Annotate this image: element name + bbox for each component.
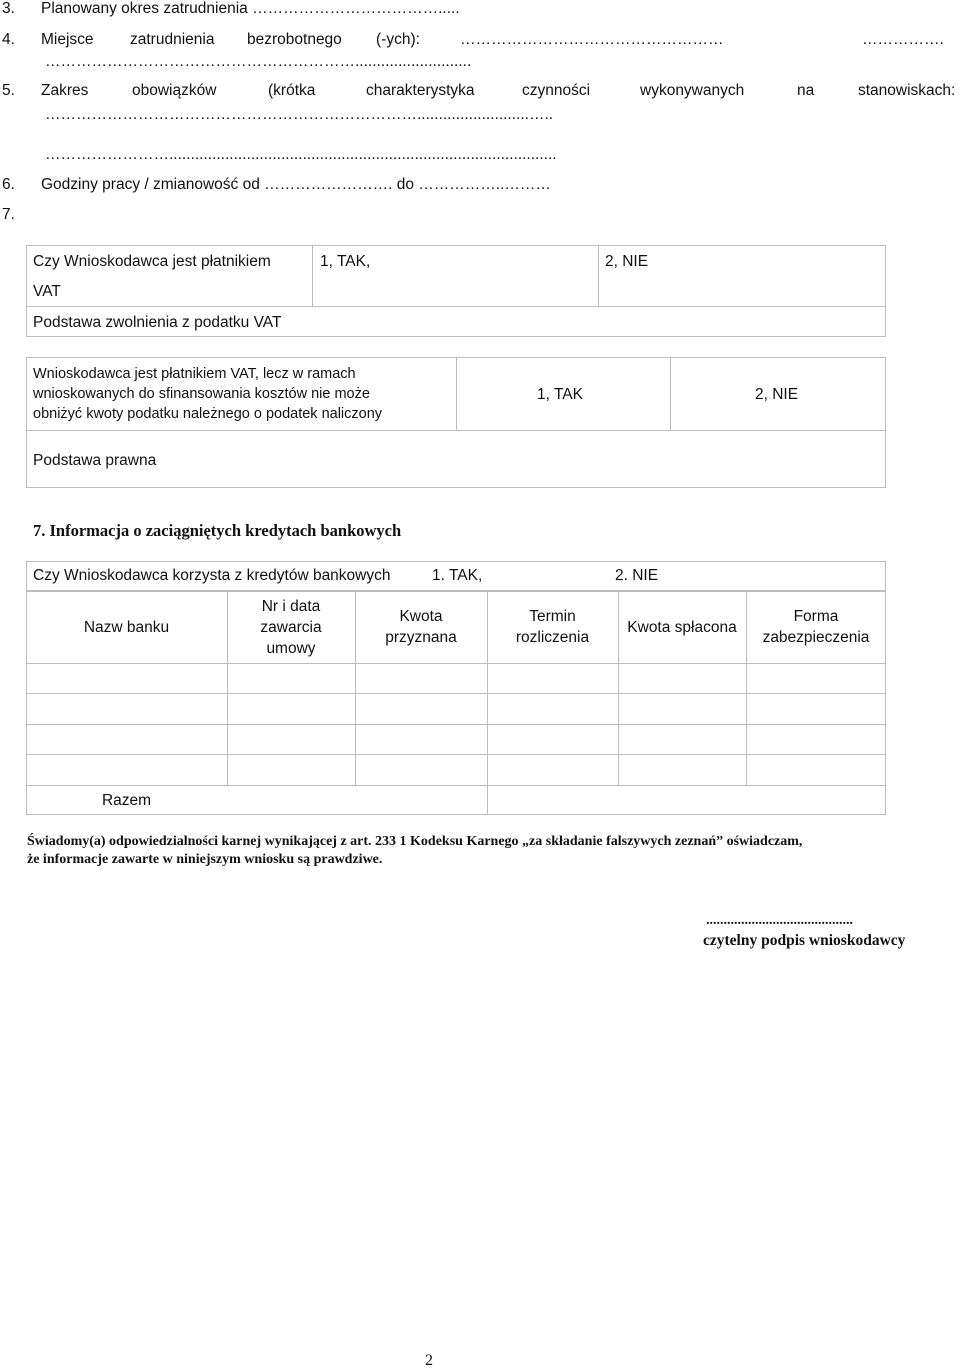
vat-table-divider [312, 245, 313, 306]
item-5-word: na [797, 82, 815, 99]
credit-no-option[interactable]: 2. NIE [615, 567, 659, 584]
vat-table-divider [26, 306, 886, 307]
credit-section-heading: 7. Informacja o zaciągniętych kredytach bankowych [33, 521, 402, 540]
vat-exemption-basis-label: Podstawa zwolnienia z podatku VAT [33, 314, 282, 331]
signature-label: czytelny podpis wnioskodawcy [703, 932, 906, 949]
col-header-line: rozliczenia [515, 629, 590, 646]
col-header-line: zabezpieczenia [762, 629, 870, 646]
item-5-line-3: …………………….......................................................................................... [45, 146, 557, 163]
item-5-word: Zakres [41, 82, 89, 99]
item-4-label-d: (-ych): [376, 31, 420, 48]
col-header-line: Nr i data [261, 598, 321, 615]
credit-table-row[interactable] [27, 755, 885, 784]
credit-row-divider [26, 785, 886, 786]
col-header-line: umowy [266, 640, 316, 657]
vat-deduction-no-option[interactable]: 2, NIE [755, 386, 799, 403]
vat-table-divider [598, 245, 599, 306]
credit-table-row[interactable] [27, 664, 885, 692]
col-header-line: Termin [529, 608, 576, 625]
item-5-word: czynności [522, 82, 591, 99]
item-4-label-a: Miejsce [41, 31, 94, 48]
item-5-word: charakterystyka [366, 82, 475, 99]
vat-payer-question: Czy Wnioskodawca jest płatnikiem [33, 253, 271, 270]
item-3-number: 3. [2, 0, 15, 17]
item-6-text: Godziny pracy / zmianowość od ……………………. do ……………..……… [41, 176, 551, 193]
item-4-dots-a: …………………………………………… [460, 31, 724, 48]
vat-yes-option[interactable]: 1, TAK, [320, 253, 371, 270]
vat-deduction-question: wnioskowanych do sfinansowania kosztów nie może [33, 386, 370, 402]
credit-total-label: Razem [101, 792, 152, 809]
col-header-bank-name: Nazw banku [83, 619, 170, 636]
vat-deduction-yes-option[interactable]: 1, TAK [537, 386, 583, 403]
vat-deduction-divider [26, 430, 886, 431]
col-header-line: Kwota [399, 608, 443, 625]
signature-line[interactable]: .......................................... [706, 913, 853, 928]
vat-no-option[interactable]: 2, NIE [605, 253, 649, 270]
item-5-word: (krótka [268, 82, 316, 99]
col-header-amount-repaid: Kwota spłacona [627, 619, 737, 636]
item-5-line-2: ………………………………………………………………..........................….. [45, 106, 554, 123]
item-5-word: obowiązków [132, 82, 217, 99]
vat-deduction-question: Wnioskodawca jest płatnikiem VAT, lecz w ramach [33, 366, 356, 382]
item-4-label-b: zatrudnienia [130, 31, 215, 48]
col-header-settlement-date [487, 606, 618, 648]
item-4-number: 4. [2, 31, 15, 48]
col-header-amount-granted [355, 606, 487, 648]
col-header-collateral [746, 606, 886, 648]
credit-yes-option[interactable]: 1. TAK, [432, 567, 483, 584]
item-4-line-2: ……………………………………………………........................... [45, 53, 472, 70]
credit-question: Czy Wnioskodawca korzysta z kredytów bankowych [33, 567, 391, 584]
credit-table-row[interactable] [27, 694, 885, 723]
col-header-agreement [227, 596, 355, 659]
vat-deduction-question: obniżyć kwoty podatku należnego o podatek naliczony [33, 406, 383, 422]
vat-deduction-divider [456, 357, 457, 430]
credit-table-row[interactable] [27, 725, 885, 753]
col-header-line: zawarcia [260, 619, 322, 636]
item-6-number: 6. [2, 176, 15, 193]
declaration-line-2: że informacje zawarte w niniejszym wniosku są prawdziwe. [27, 852, 383, 867]
item-5-number: 5. [2, 82, 15, 99]
col-header-line: Forma [793, 608, 839, 625]
item-3-text: Planowany okres zatrudnienia ………………………………..... [41, 0, 460, 17]
col-header-line: przyznana [385, 629, 457, 646]
item-4-label-c: bezrobotnego [247, 31, 342, 48]
vat-payer-question-cont: VAT [33, 283, 61, 300]
item-5-word: wykonywanych [640, 82, 745, 99]
item-7-number: 7. [2, 206, 15, 223]
declaration-line-1: Świadomy(a) odpowiedzialności karnej wynikającej z art. 233 1 Kodeksu Karnego „za składanie falszywych zeznań” oświadczam, [27, 834, 803, 849]
vat-deduction-divider [670, 357, 671, 430]
page-number: 2 [425, 1352, 433, 1369]
item-5-word: stanowiskach: [858, 82, 956, 99]
item-4-dots-b: ……………. [862, 31, 944, 48]
legal-basis-label: Podstawa prawna [33, 452, 157, 469]
